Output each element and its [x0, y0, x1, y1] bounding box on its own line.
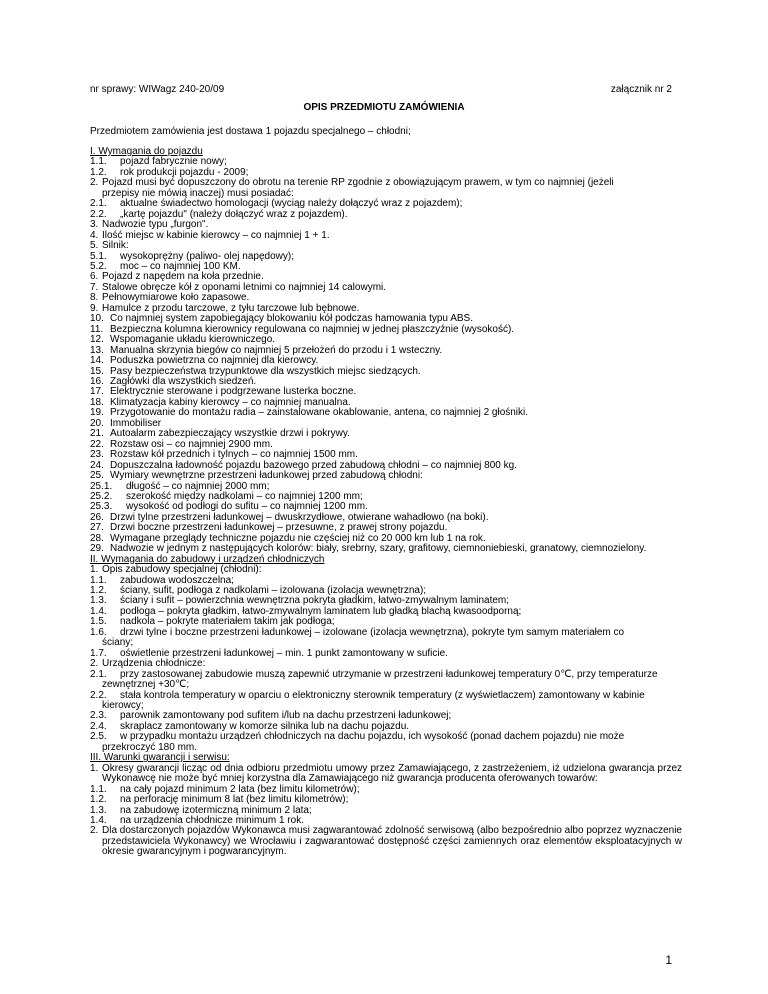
- list-item-number: 19.: [90, 407, 104, 419]
- list-item-number: 5.2.: [90, 260, 107, 272]
- list-item-number: 6.: [90, 271, 99, 283]
- list-item-number: 5.: [90, 240, 99, 252]
- list-item-text: oświetlenie przestrzeni ładunkowej – min. 1 punkt zamontowany w suficie.: [120, 647, 448, 659]
- list-item-continuation: kierowcy;: [102, 700, 144, 712]
- list-item-number: 2.5.: [90, 731, 107, 743]
- list-item-text: Poduszka powietrzna co najmniej dla kierowcy.: [110, 355, 319, 367]
- list-item-number: 2.4.: [90, 720, 107, 732]
- list-item-text: Rozstaw osi – co najmniej 2900 mm.: [110, 438, 273, 450]
- list-item-text: drzwi tylne i boczne przestrzeni ładunkowej – izolowane (izolacja wewnętrzna), pokryte tym samym materiałem co: [120, 626, 625, 638]
- list-item-continuation: zewnętrznej +30℃;: [102, 679, 190, 691]
- list-item-number: 1.1.: [90, 156, 107, 168]
- list-item: [90, 231, 682, 241]
- document-title: OPIS PRZEDMIOTU ZAMÓWIENIA: [303, 102, 465, 113]
- list-item-number: 12.: [90, 334, 104, 346]
- list-item-text: aktualne świadectwo homologacji (wyciąg należy dołączyć wraz z pojazdem);: [120, 198, 463, 210]
- list-item-text: Wymiary wewnętrzne przestrzeni ładunkowej przed zabudową chłodni:: [110, 470, 423, 482]
- list-item-text: Wymagane przeglądy techniczne pojazdu nie częściej niż co 20 000 km lub 1 na rok.: [110, 532, 486, 544]
- section1-heading: I. Wymagania do pojazdu: [90, 146, 203, 157]
- list-item-number: 17.: [90, 386, 104, 398]
- list-item-number: 8.: [90, 292, 99, 304]
- list-item-text: na perforację minimum 8 lat (bez limitu kilometrów);: [120, 794, 349, 806]
- section3-heading: III. Warunki gwarancji i serwisu:: [90, 752, 230, 764]
- list-item-text: Pełnowymiarowe koło zapasowe.: [102, 292, 250, 304]
- list-item-text: przy zastosowanej zabudowie muszą zapewnić utrzymanie w przestrzeni ładunkowej temperatury 0℃, przy temperaturze: [120, 668, 658, 680]
- list-item-number: 27.: [90, 522, 104, 534]
- list-item-text: „kartę pojazdu" (należy dołączyć wraz z pojazdem).: [120, 208, 348, 220]
- list-item-text: Bezpieczna kolumna kierownicy regulowana co najmniej w jednej płaszczyźnie (wysokość).: [110, 323, 515, 335]
- list-item-number: 25.2.: [90, 490, 113, 502]
- list-item-number: 20.: [90, 417, 104, 429]
- list-item-number: 2.: [90, 658, 99, 670]
- list-item-number: 1.2.: [90, 794, 107, 806]
- list-item-text: Klimatyzacja kabiny kierowcy – co najmniej manualna.: [110, 396, 351, 408]
- list-item-text: na zabudowę izotermiczną minimum 2 lata;: [120, 804, 312, 816]
- list-item-number: 1.3.: [90, 804, 107, 816]
- list-item-number: 1.3.: [90, 595, 107, 607]
- list-item-text: Co najmniej system zapobiegający blokowaniu kół podczas hamowania typu ABS.: [110, 313, 473, 325]
- list-item-text: Manualna skrzynia biegów co najmniej 5 przełożeń do przodu i 1 wsteczny.: [110, 344, 443, 356]
- list-item: [90, 826, 682, 857]
- list-item: [90, 795, 682, 805]
- list-item: [90, 565, 682, 575]
- list-item-text: szerokość między nadkolami – co najmniej 1200 mm;: [126, 490, 363, 502]
- list-item-number: 5.1.: [90, 250, 107, 262]
- list-item-number: 1.6.: [90, 626, 107, 638]
- list-item-text: Drzwi boczne przestrzeni ładunkowej – przesuwne, z prawej strony pojazdu.: [110, 522, 448, 534]
- list-item-text: Silnik:: [102, 240, 129, 252]
- list-item-number: 1.2.: [90, 166, 107, 178]
- list-item-text: Pojazd musi być dopuszczony do obrotu na terenie RP zgodnie z obowiązującym prawem, w tym co najmniej (jeżeli: [102, 177, 614, 189]
- list-item-number: 2.1.: [90, 668, 107, 680]
- list-item-text: w przypadku montażu urządzeń chłodniczych na dachu pojazdu, ich wysokość (ponad dachem pojazdu) nie może: [120, 731, 625, 743]
- list-item-text: Hamulce z przodu tarczowe, z tyłu tarczowe lub bębnowe.: [102, 302, 360, 314]
- list-item-text: nadkola – pokryte materiałem takim jak podłoga;: [120, 616, 335, 628]
- list-item-text: stała kontrola temperatury w oparciu o elektroniczny sterownik temperatury (z wyświetlaczem) zamontowany w kabinie: [120, 689, 645, 701]
- list-item-text: Dopuszczalna ładowność pojazdu bazowego przed zabudową chłodni – co najmniej 800 kg.: [110, 459, 517, 471]
- list-item-text: Pojazd z napędem na koła przednie.: [102, 271, 264, 283]
- list-item-number: 10.: [90, 313, 104, 325]
- list-item-text: skraplacz zamontowany w komorze silnika lub na dachu pojazdu.: [120, 720, 410, 732]
- list-item-continuation: ściany;: [102, 637, 134, 649]
- list-item-text: pojazd fabrycznie nowy;: [120, 156, 227, 168]
- list-item-number: 25.: [90, 470, 104, 482]
- list-item-number: 1.: [90, 564, 99, 576]
- list-item: [90, 356, 682, 366]
- list-item-number: 3.: [90, 219, 99, 231]
- list-item-number: 2.1.: [90, 198, 107, 210]
- page-number: 1: [665, 953, 672, 967]
- list-item-number: 14.: [90, 355, 104, 367]
- list-item-text: Rozstaw kół przednich i tylnych – co najmniej 1500 mm.: [110, 449, 358, 461]
- list-item-text: rok produkcji pojazdu - 2009;: [120, 166, 249, 178]
- list-item-number: 2.3.: [90, 710, 107, 722]
- list-item-number: 26.: [90, 511, 104, 523]
- list-item-number: 23.: [90, 449, 104, 461]
- list-item-number: 25.1.: [90, 480, 113, 492]
- list-item-number: 7.: [90, 281, 99, 293]
- list-item-number: 11.: [90, 323, 104, 335]
- list-item-number: 1.4.: [90, 605, 107, 617]
- list-item-text: wysokość od podłogi do sufitu – co najmniej 1200 mm.: [126, 501, 368, 513]
- list-item-text: Nadwozie typu „furgon".: [102, 219, 209, 231]
- list-item-text: Immobiliser: [110, 417, 162, 429]
- list-item-number: 1.: [90, 762, 99, 774]
- list-item-text: Okresy gwarancji licząc od dnia odbioru przedmiotu umowy przez Zamawiającego, z zastrzeżeniem, iż udzielona gwarancja przez Wykonawcę nie może być mniej korzystna dla Zamawiającego niż gwarancja producenta oferowanych towarów:: [102, 762, 682, 785]
- intro-paragraph: Przedmiotem zamówienia jest dostawa 1 pojazdu specjalnego – chłodni;: [90, 126, 411, 137]
- list-item-continuation: przekroczyć 180 mm.: [102, 741, 198, 753]
- list-item-text: Nadwozie w jednym z następujących kolorów: biały, srebrny, szary, grafitowy, ciemnoniebieski, granatowy, ciemnozielony.: [110, 543, 647, 555]
- list-item-text: Urządzenia chłodnicze:: [102, 658, 206, 670]
- list-item-text: zabudowa wodoszczelna;: [120, 574, 234, 586]
- list-item-number: 2.: [90, 825, 99, 837]
- list-item-text: Przygotowanie do montażu radia – zainstalowane okablowanie, antena, co najmniej 2 głośniki.: [110, 407, 529, 419]
- list-item-number: 2.2.: [90, 208, 107, 220]
- list-item-continuation: przepisy nie mówią inaczej) musi posiadać:: [102, 187, 294, 199]
- list-item-number: 28.: [90, 532, 104, 544]
- list-item-text: ściany, sufit, podłoga z nadkolami – izolowana (izolacja wewnętrzna);: [120, 585, 427, 597]
- list-item: [90, 764, 682, 785]
- list-item-number: 1.2.: [90, 585, 107, 597]
- list-item-text: Stalowe obręcze kół z oponami letnimi co najmniej 14 calowymi.: [102, 281, 387, 293]
- list-item: [90, 408, 682, 418]
- list-item: [90, 241, 682, 251]
- list-item-text: wysokoprężny (paliwo- olej napędowy);: [120, 250, 294, 262]
- list-item-number: 24.: [90, 459, 104, 471]
- list-item-text: na urządzenia chłodnicze minimum 1 rok.: [120, 815, 304, 826]
- section2-heading: II. Wymagania do zabudowy i urządzeń chłodniczych: [90, 553, 325, 565]
- case-number: nr sprawy: WIWagz 240-20/09: [90, 84, 225, 95]
- attachment-label: załącznik nr 2: [610, 84, 672, 95]
- list-item-number: 2.2.: [90, 689, 107, 701]
- list-item-text: długość – co najmniej 2000 mm;: [126, 480, 270, 492]
- list-item-number: 1.1.: [90, 574, 107, 586]
- list-item-number: 22.: [90, 438, 104, 450]
- list-item-number: 1.4.: [90, 815, 107, 826]
- list-item: [90, 691, 682, 701]
- document-body: [90, 147, 682, 858]
- list-item-text: Ilość miejsc w kabinie kierowcy – co najmniej 1 + 1.: [102, 229, 330, 241]
- list-item-text: Wspomaganie układu kierowniczego.: [110, 334, 276, 346]
- list-item-number: 2.: [90, 177, 99, 189]
- list-item-number: 16.: [90, 375, 104, 387]
- list-item-text: moc – co najmniej 100 KM.: [120, 260, 241, 272]
- list-item-number: 1.5.: [90, 616, 107, 628]
- list-item-number: 9.: [90, 302, 99, 314]
- list-item-number: 1.7.: [90, 647, 107, 659]
- list-item-number: 25.3.: [90, 501, 113, 513]
- list-item-text: podłoga – pokryta gładkim, łatwo-zmywalnym laminatem lub gładką blachą kwasoodporną;: [120, 605, 522, 617]
- list-item-text: Autoalarm zabezpieczający wszystkie drzwi i pokrywy.: [110, 428, 350, 440]
- list-item-number: 18.: [90, 396, 104, 408]
- list-item-text: Dla dostarczonych pojazdów Wykonawca musi zagwarantować zdolność serwisową (albo bezpośrednio albo poprzez wyznaczenie przedstawiciela Wykonawcy) we Wrocławiu i zagwarantować dostępność części zamiennych oraz elementów eksploatacyjnych w okresie gwarancyjnym i pogwarancyjnym.: [102, 825, 682, 858]
- list-item: [90, 471, 682, 481]
- list-item-text: ściany i sufit – powierzchnia wewnętrzna pokryta gładkim, łatwo-zmywalnym laminatem;: [120, 595, 510, 607]
- list-item: [90, 628, 682, 638]
- list-item-number: 13.: [90, 344, 104, 356]
- list-item-text: Elektrycznie sterowane i podgrzewane lusterka boczne.: [110, 386, 357, 398]
- list-item-text: na cały pojazd minimum 2 lata (bez limitu kilometrów);: [120, 783, 360, 795]
- list-item-text: Zagłówki dla wszystkich siedzeń.: [110, 375, 257, 387]
- list-item-number: 4.: [90, 229, 99, 241]
- list-item-number: 21.: [90, 428, 104, 440]
- list-item-number: 15.: [90, 365, 104, 377]
- list-item-text: Drzwi tylne przestrzeni ładunkowej – dwuskrzydłowe, otwierane wahadłowo (na boki).: [110, 511, 489, 523]
- list-item-number: 29.: [90, 543, 104, 555]
- list-item-number: 1.1.: [90, 783, 107, 795]
- list-item-text: Pasy bezpieczeństwa trzypunktowe dla wszystkich miejsc siedzących.: [110, 365, 421, 377]
- list-item-text: parownik zamontowany pod sufitem i/lub na dachu przestrzeni ładunkowej;: [120, 710, 452, 722]
- list-item-text: Opis zabudowy specjalnej (chłodni):: [102, 564, 262, 576]
